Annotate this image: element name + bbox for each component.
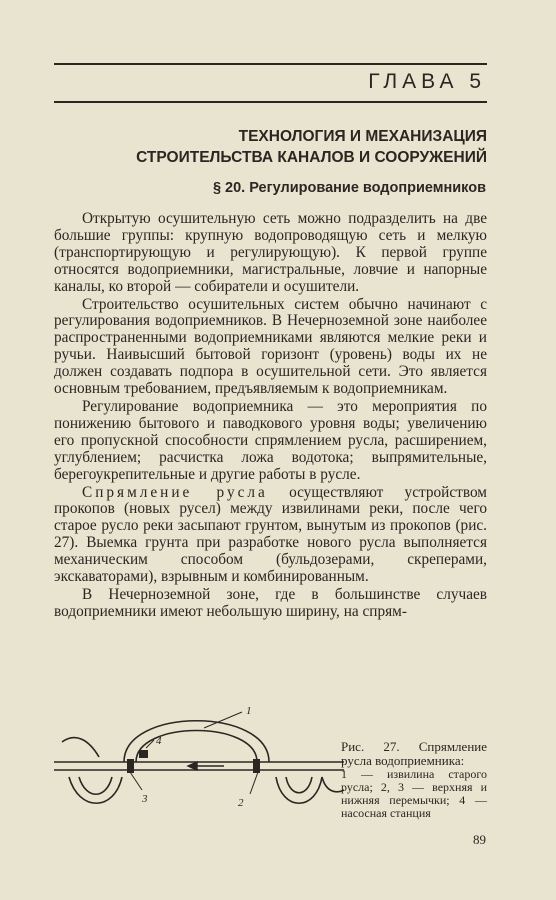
- right-lower-loop-inner: [286, 777, 312, 793]
- chapter-title-line-2: СТРОИТЕЛЬСТВА КАНАЛОВ И СООРУЖЕНИЙ: [136, 149, 487, 166]
- paragraph-continuation: осуществляют устройством прокопов (новых русел) между извилинами реки, после чего старое русло реки засыпают грунтом, вынутым из прокопов (рис. 27). Выемка грунта при разработке нового русла выполняется механическим способом (бульдозерами, скреперами, экскаваторами), взрывным и комбинированным.: [54, 483, 487, 586]
- leader-1: [204, 712, 242, 728]
- figure-label-4: 4: [156, 735, 162, 747]
- figure-label-1: 1: [246, 705, 252, 717]
- body-text: [54, 211, 487, 621]
- left-bend: [62, 738, 99, 757]
- left-lower-loop-inner: [79, 777, 112, 794]
- page-number: 89: [473, 832, 486, 847]
- figure-label-2: 2: [238, 797, 244, 809]
- chapter-heading: ГЛАВА 5: [368, 70, 486, 93]
- left-lower-loop: [69, 777, 122, 803]
- flow-arrow-head: [188, 762, 197, 770]
- figure-label-3: 3: [142, 793, 148, 805]
- figure-caption: [341, 740, 487, 820]
- caption-legend: 1 — извилина старого русла; 2, 3 — верхняя и нижняя перемычки; 4 — насосная станция: [341, 767, 487, 821]
- right-lower-loop: [276, 777, 322, 803]
- paragraph: Регулирование водоприемника — это мероприятия по понижению бытового и паводкового уровня воды; увеличению его пропускной способности спрямлением русла, расширением, углублением; расчистка ложа водотока; выпрямительные, берегоукрепительные и другие работы в русле.: [54, 397, 487, 483]
- upper-dam: [253, 759, 260, 773]
- chapter-title-line-1: ТЕХНОЛОГИЯ И МЕХАНИЗАЦИЯ: [238, 128, 487, 145]
- section-heading: § 20. Регулирование водоприемников: [212, 180, 486, 196]
- chapter-title: [54, 126, 487, 168]
- spaced-term: Спрямление русла: [82, 483, 268, 501]
- paragraph: Строительство осушительных систем обычно начинают с регулирования водоприемников. В Нечерноземной зоне наиболее распространенными водоприемниками являются мелкие реки и ручьи. Наивысший бытовой горизонт (уровень) воды их не должен создавать подпора в осушительной сети. Это является основным требованием, предъявляемым к водоприемникам.: [54, 295, 487, 398]
- leader-3: [130, 772, 142, 790]
- chapter-rule: [54, 101, 487, 103]
- pump-station-marker: [139, 750, 148, 758]
- leader-2: [250, 772, 258, 794]
- top-rule: [54, 63, 487, 65]
- paragraph: В Нечерноземной зоне, где в большинстве случаев водоприемники имеют небольшую ширину, на спрям-: [54, 585, 487, 620]
- paragraph: Открытую осушительную сеть можно подразделить на две большие группы: крупную водопроводящую сеть и мелкую (транспортирующую и регулирующую). К первой группе относятся водоприемники, магистральные, ловчие и напорные каналы, ко второй — собиратели и осушители.: [54, 210, 487, 295]
- river-straightening-figure: [54, 702, 344, 822]
- paragraph: [54, 485, 487, 586]
- old-meander-inner: [136, 731, 257, 763]
- lower-dam: [127, 759, 134, 773]
- caption-title: Рис. 27. Спрямление русла водоприемника:: [341, 739, 487, 769]
